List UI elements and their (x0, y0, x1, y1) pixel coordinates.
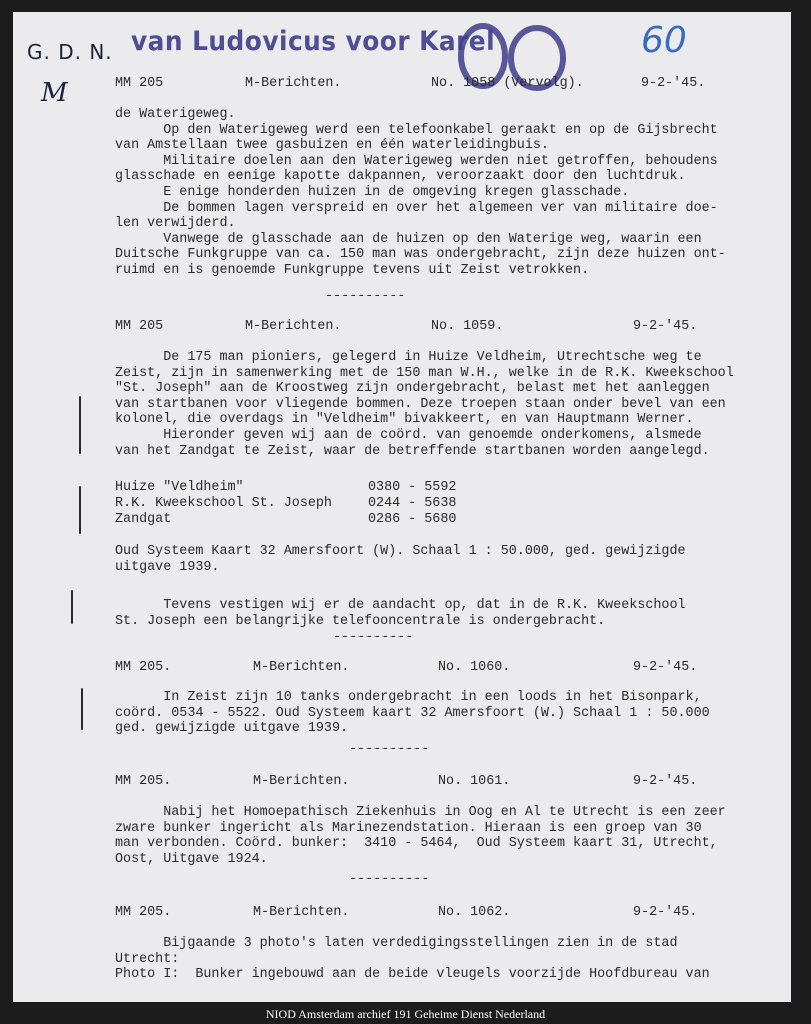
report-number: No. 1061. (438, 774, 511, 789)
coord-value: 0244 - 5638 (368, 496, 457, 511)
report-body: Tevens vestigen wij er de aandacht op, dat in de R.K. Kweekschool St. Joseph een belangrijke telefooncentrale is ondergebracht. (115, 598, 686, 629)
report-date: 9-2-'45. (633, 774, 698, 789)
report-body: Oud Systeem Kaart 32 Amersfoort (W). Schaal 1 : 50.000, ged. gewijzigde uitgave 1939. (115, 544, 686, 575)
margin-mark (81, 688, 83, 730)
report-body: De 175 man pioniers, gelegerd in Huize Veldheim, Utrechtsche weg te Zeist, zijn in samenwerking met de 150 man W.H., welke in de R.K. Kweekschool "St. Joseph" aan de Kroostweg zijn ondergebracht, belast met het aanleggen van startbanen voor vliegende bommen. Deze troepen staan onder bevel van een kolonel, die overdags in "Veldheim" bivakkeert, en van Hauptmann Werner. Hieronder geven wij aan de coörd. van genoemde onderkomens, alsmede van het Zandgat te Zeist, waar de betreffende startbanen worden aangelegd. (115, 350, 734, 459)
report-body: de Waterigeweg. Op den Waterigeweg werd een telefoonkabel geraakt en op de Gijsbrecht van Amstellaan twee gasbuizen en één waterleidingbuis. Militaire doelen aan den Waterigeweg werden niet getroffen, behoudens glasschade en eenige kapotte dakpannen, veroorzaakt door den luchtdruk. E enige honderden huizen in de omgeving kregen glasschade. De bommen lagen verspreid en over het algemeen ver van militaire doe- len verwijderd. Vanwege de glasschade aan de huizen op den Waterige weg, waarin een Duitsche Funkgruppe van ca. 150 man was ondergebracht, zijn deze huizen ont- ruimd en is genoemde Funkgruppe tevens uit Zeist vetrokken. (115, 107, 726, 278)
coord-place: Huize "Veldheim" (115, 480, 244, 495)
handwritten-initial: M (41, 78, 68, 108)
report-code: MM 205 (115, 319, 164, 334)
coord-place: Zandgat (115, 512, 172, 527)
report-code: MM 205. (115, 660, 172, 675)
report-code: MM 205. (115, 905, 172, 920)
report-number: No. 1062. (438, 905, 511, 920)
report-number: No. 1058 (Vervolg). (431, 76, 584, 91)
separator: ---------- (333, 630, 414, 645)
separator: ---------- (325, 289, 406, 304)
coord-place: R.K. Kweekschool St. Joseph (115, 496, 332, 511)
report-code: MM 205. (115, 774, 172, 789)
report-series: M-Berichten. (245, 76, 342, 91)
archive-footer: NIOD Amsterdam archief 191 Geheime Dienst Nederland (265, 1007, 546, 1021)
gdn-stamp: G. D. N. (27, 40, 113, 64)
margin-mark (79, 396, 81, 454)
separator: ---------- (349, 872, 430, 887)
report-series: M-Berichten. (245, 319, 342, 334)
report-number: No. 1060. (438, 660, 511, 675)
report-date: 9-2-'45. (641, 76, 706, 91)
separator: ---------- (349, 742, 430, 757)
report-date: 9-2-'45. (633, 905, 698, 920)
page-number: 60 (641, 20, 687, 61)
report-body: In Zeist zijn 10 tanks ondergebracht in een loods in het Bisonpark, coörd. 0534 - 5522. Oud Systeem kaart 32 Amersfoort (W.) Schaal 1 : 50.000 ged. gewijzigde uitgave 1939. (115, 690, 710, 737)
report-body: Nabij het Homoepathisch Ziekenhuis in Oog en Al te Utrecht is een zeer zware bunker ingericht als Marinezendstation. Hieraan is een groep van 30 man verbonden. Coörd. bunker: 3410 - 5464, Oud Systeem kaart 31, Utrecht, Oost, Uitgave 1924. (115, 805, 726, 867)
report-date: 9-2-'45. (633, 319, 698, 334)
coord-value: 0380 - 5592 (368, 480, 457, 495)
stamp-text: van Ludovicus voor Karel (131, 26, 496, 57)
coord-value: 0286 - 5680 (368, 512, 457, 527)
report-series: M-Berichten. (253, 905, 350, 920)
report-code: MM 205 (115, 76, 164, 91)
report-series: M-Berichten. (253, 660, 350, 675)
margin-mark (71, 590, 73, 624)
report-series: M-Berichten. (253, 774, 350, 789)
margin-mark (79, 486, 81, 534)
report-date: 9-2-'45. (633, 660, 698, 675)
report-body: Bijgaande 3 photo's laten verdedigingsstellingen zien in de stad Utrecht: Photo I: Bunker ingebouwd aan de beide vleugels voorzijde Hoofdbureau van (115, 936, 710, 983)
document-page (13, 12, 791, 1002)
report-number: No. 1059. (431, 319, 504, 334)
